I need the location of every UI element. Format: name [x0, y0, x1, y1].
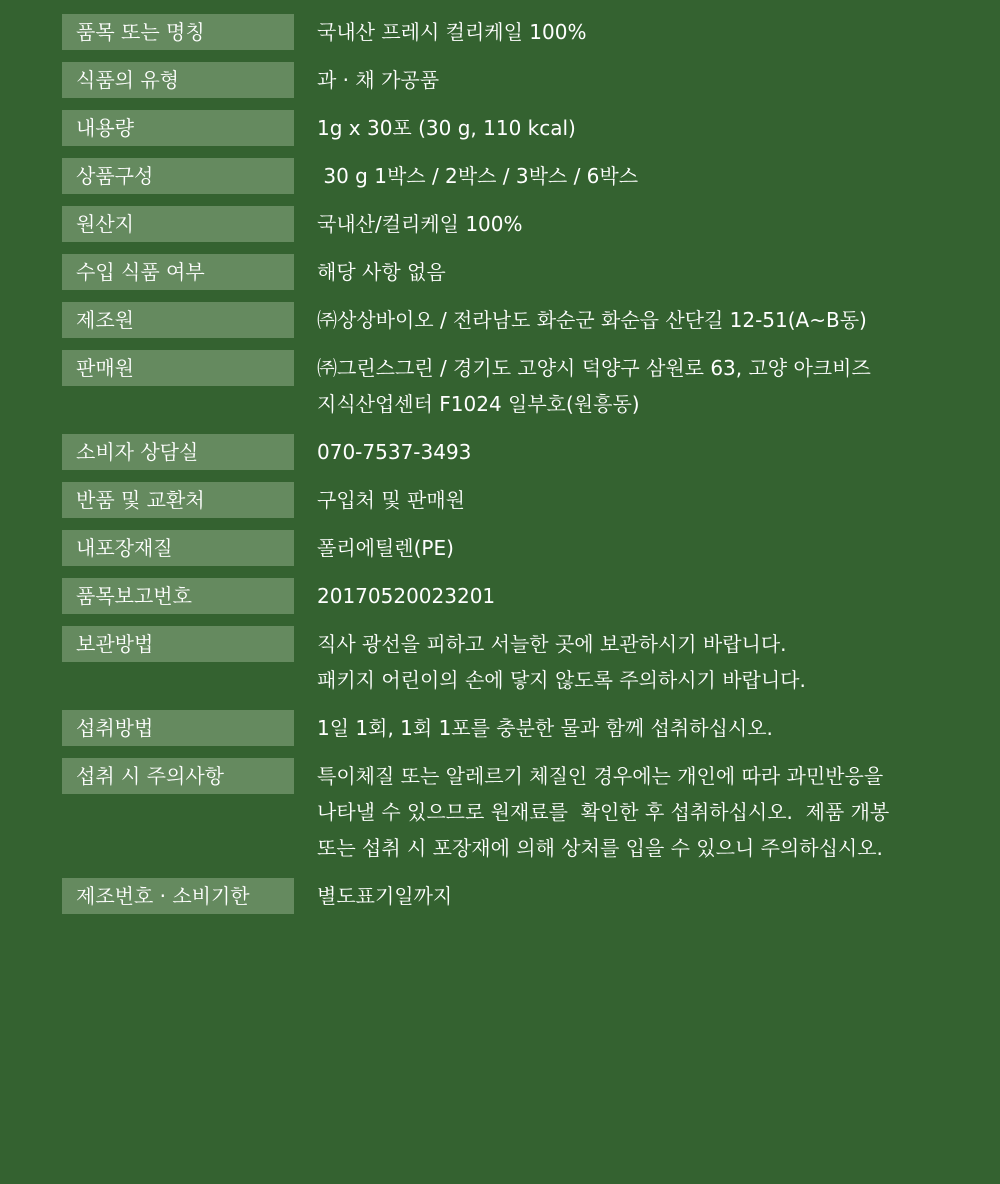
info-row-value-line: ㈜그린스그린 / 경기도 고양시 덕양구 삼원로 63, 고양 아크비즈 — [317, 356, 871, 380]
info-row-label: 소비자 상담실 — [62, 434, 294, 470]
product-info-table — [62, 14, 962, 914]
info-row-value-line: 별도표기일까지 — [317, 884, 453, 908]
info-row-value — [317, 62, 957, 98]
info-row-label: 내용량 — [62, 110, 294, 146]
info-row-label: 품목 또는 명칭 — [62, 14, 294, 50]
info-row-value — [317, 578, 957, 614]
info-row-label: 제조번호 · 소비기한 — [62, 878, 294, 914]
info-row — [62, 578, 962, 614]
info-row-value-line: 특이체질 또는 알레르기 체질인 경우에는 개인에 따라 과민반응을 — [317, 764, 884, 788]
info-row-label: 섭취 시 주의사항 — [62, 758, 294, 794]
info-row — [62, 110, 962, 146]
info-row-label: 식품의 유형 — [62, 62, 294, 98]
info-row-label: 상품구성 — [62, 158, 294, 194]
info-row-value — [317, 626, 957, 698]
info-row-value — [317, 158, 957, 194]
info-row-label: 내포장재질 — [62, 530, 294, 566]
info-row-value-line: ㈜상상바이오 / 전라남도 화순군 화순읍 산단길 12-51(A~B동) — [317, 308, 867, 332]
info-row-value-line: 직사 광선을 피하고 서늘한 곳에 보관하시기 바랍니다. — [317, 632, 787, 656]
info-row-label: 품목보고번호 — [62, 578, 294, 614]
info-row-value — [317, 710, 957, 746]
info-row — [62, 302, 962, 338]
info-row-value-line: 패키지 어린이의 손에 닿지 않도록 주의하시기 바랍니다. — [317, 668, 806, 692]
info-row-value — [317, 482, 957, 518]
info-row-value-line: 폴리에틸렌(PE) — [317, 536, 454, 560]
info-row-label: 반품 및 교환처 — [62, 482, 294, 518]
info-row — [62, 206, 962, 242]
info-row-label: 판매원 — [62, 350, 294, 386]
info-row-value-line: 30 g 1박스 / 2박스 / 3박스 / 6박스 — [317, 164, 639, 188]
info-row — [62, 530, 962, 566]
info-row-value-line: 해당 사항 없음 — [317, 260, 446, 284]
info-row — [62, 758, 962, 866]
info-row-value — [317, 878, 957, 914]
info-row-label: 원산지 — [62, 206, 294, 242]
info-row-value-line: 1일 1회, 1회 1포를 충분한 물과 함께 섭취하십시오. — [317, 716, 773, 740]
info-row-value-line: 지식산업센터 F1024 일부호(원흥동) — [317, 392, 640, 416]
info-row — [62, 482, 962, 518]
info-row-value — [317, 530, 957, 566]
info-row-value-line: 또는 섭취 시 포장재에 의해 상처를 입을 수 있으니 주의하십시오. — [317, 836, 883, 860]
info-row — [62, 878, 962, 914]
info-row-value — [317, 254, 957, 290]
info-row-label: 섭취방법 — [62, 710, 294, 746]
info-row — [62, 350, 962, 422]
info-row-value — [317, 302, 957, 338]
info-row — [62, 434, 962, 470]
info-row-value — [317, 350, 957, 422]
info-row-value-line: 구입처 및 판매원 — [317, 488, 465, 512]
info-row-value-line: 국내산/컬리케일 100% — [317, 212, 523, 236]
info-row-value — [317, 110, 957, 146]
info-row — [62, 710, 962, 746]
info-row-value-line: 20170520023201 — [317, 584, 496, 608]
info-row-value — [317, 434, 957, 470]
info-row-value-line: 1g x 30포 (30 g, 110 kcal) — [317, 116, 576, 140]
info-row-label: 보관방법 — [62, 626, 294, 662]
info-row — [62, 14, 962, 50]
info-row — [62, 254, 962, 290]
info-row-value-line: 국내산 프레시 컬리케일 100% — [317, 20, 587, 44]
info-row-value-line: 나타낼 수 있으므로 원재료를 확인한 후 섭취하십시오. 제품 개봉 — [317, 800, 890, 824]
info-row — [62, 158, 962, 194]
info-row — [62, 62, 962, 98]
info-row-value — [317, 14, 957, 50]
info-row-label: 수입 식품 여부 — [62, 254, 294, 290]
info-row-value-line: 과 · 채 가공품 — [317, 68, 440, 92]
info-row-value-line: 070-7537-3493 — [317, 440, 472, 464]
info-row-value — [317, 206, 957, 242]
info-row-label: 제조원 — [62, 302, 294, 338]
info-row — [62, 626, 962, 698]
info-row-value — [317, 758, 957, 866]
